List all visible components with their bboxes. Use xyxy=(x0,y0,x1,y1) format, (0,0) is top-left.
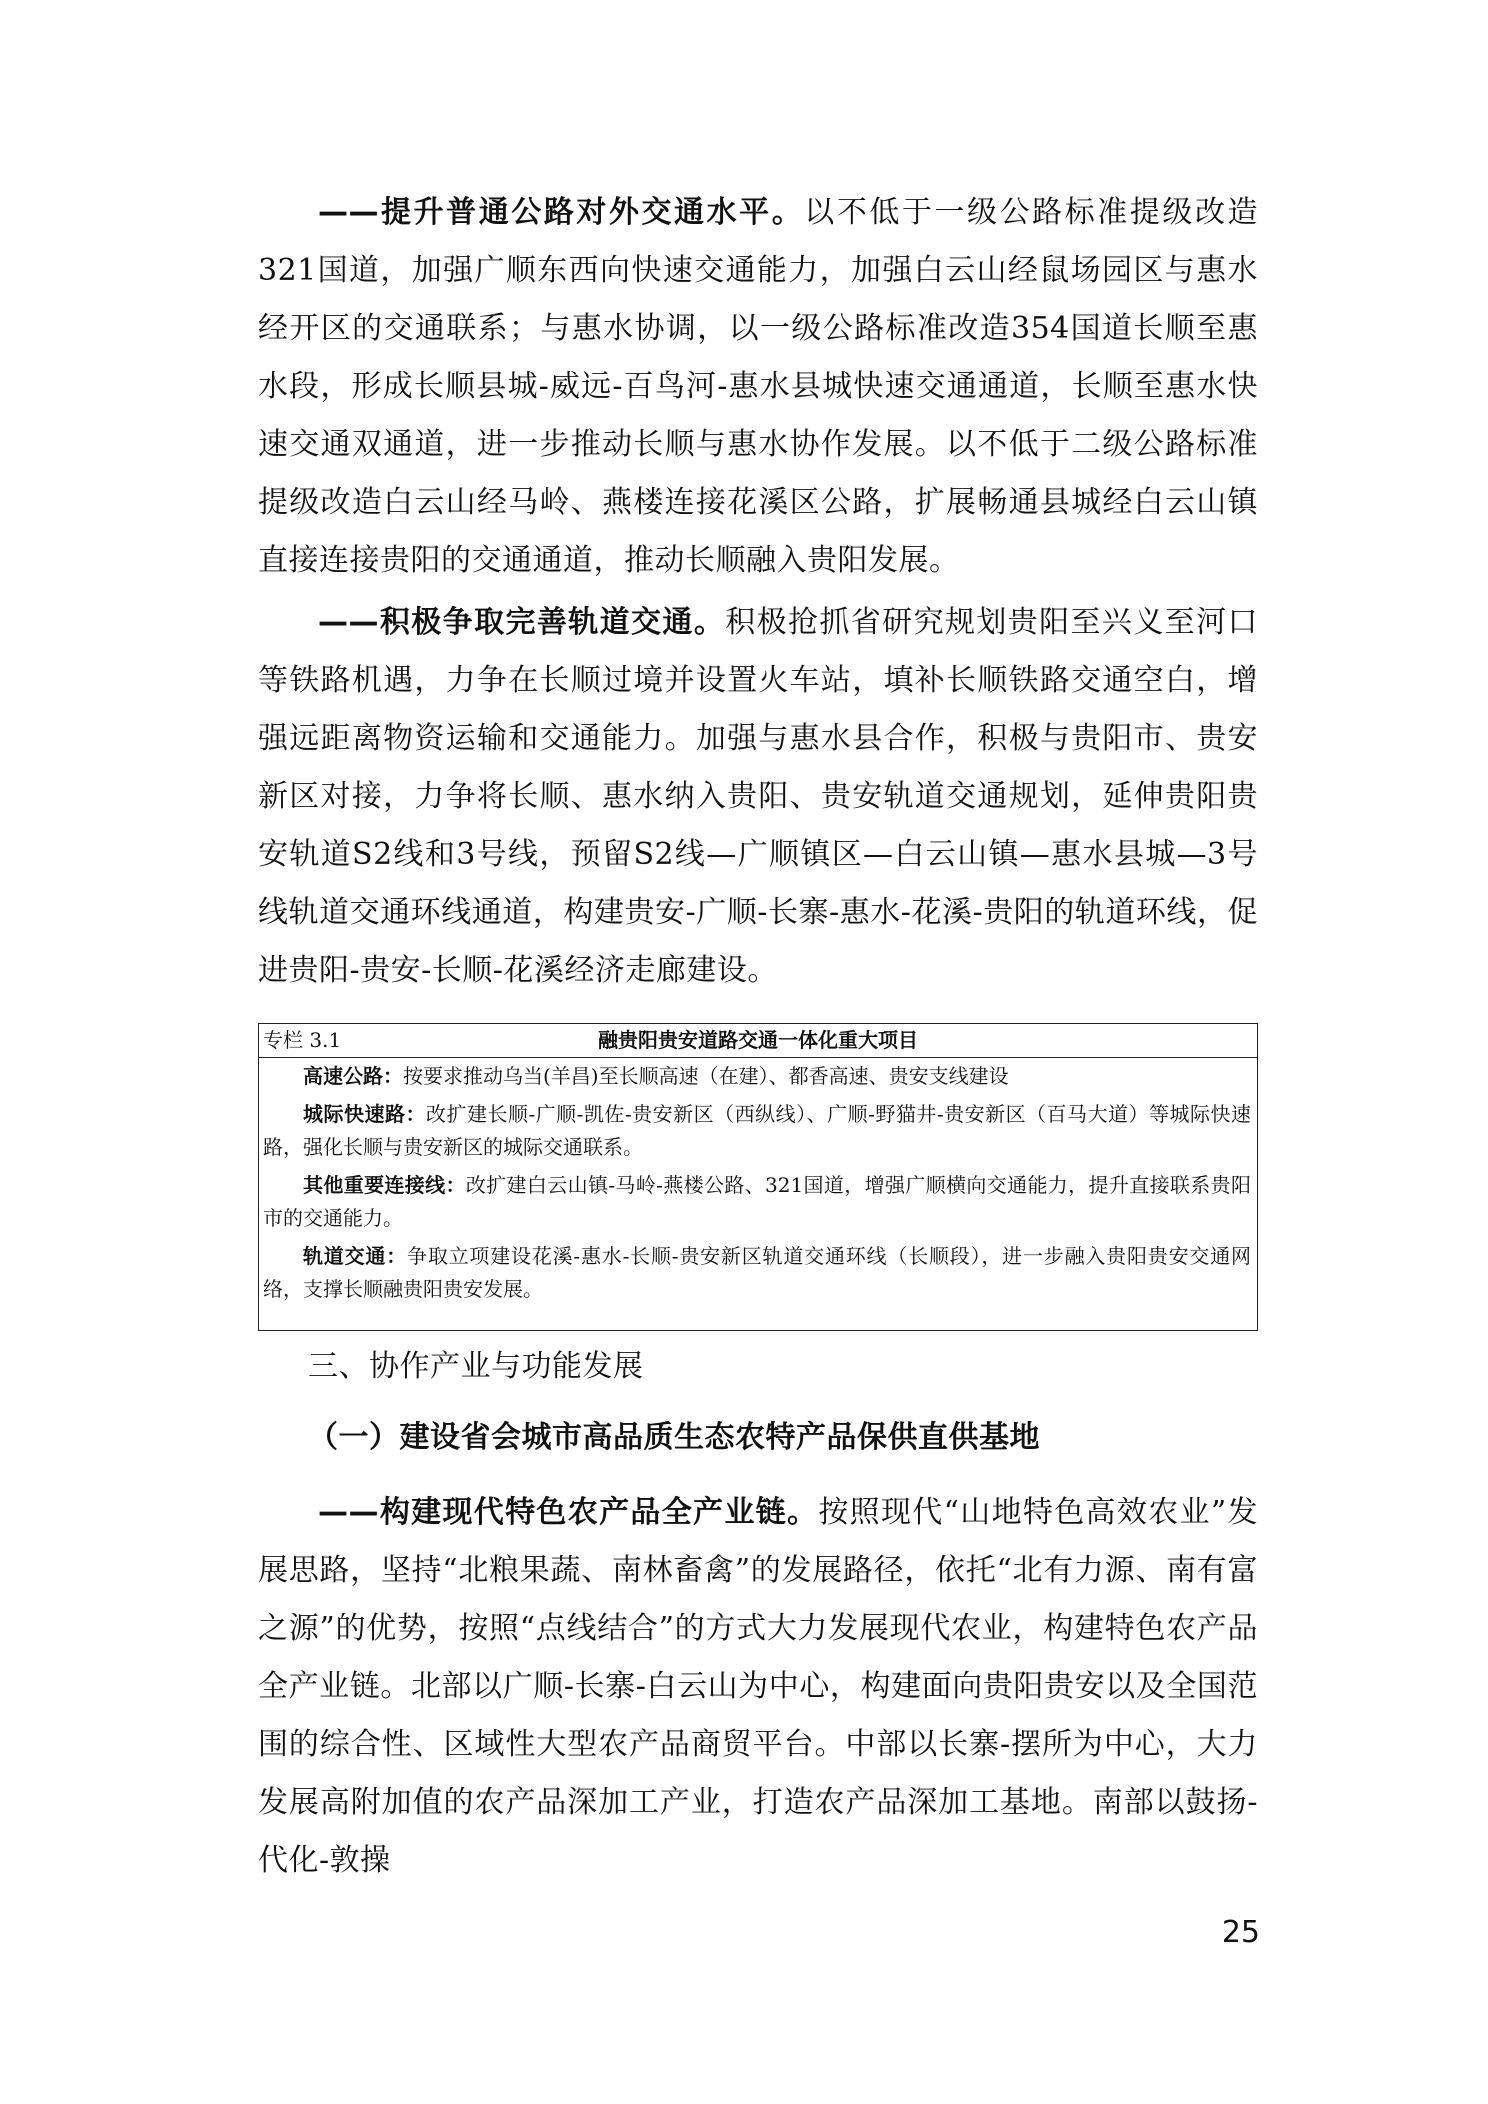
project-item-rail xyxy=(263,1240,1251,1306)
paragraph-lead: ——提升普通公路对外交通水平。 xyxy=(318,195,805,230)
project-item-text: 改扩建长顺-广顺-凯佐-贵安新区（西纵线）、广顺-野猫井-贵安新区（百马大道）等城际快速路，强化长顺与贵安新区的城际交通联系。 xyxy=(263,1102,1251,1159)
page-number: 25 xyxy=(1221,1915,1260,1950)
project-box xyxy=(258,1023,1258,1331)
paragraph-text: 积极抢抓省研究规划贵阳至兴义至河口等铁路机遇，力争在长顺过境并设置火车站，填补长顺铁路交通空白，增强远距离物资运输和交通能力。加强与惠水县合作，积极与贵阳市、贵安新区对接，力争将长顺、惠水纳入贵阳、贵安轨道交通规划，延伸贵阳贵安轨道S2线和3号线，预留S2线—广顺镇区—白云山镇—惠水县城—3号线轨道交通环线通道，构建贵安-广顺-长寨-惠水-花溪-贵阳的轨道环线，促进贵阳-贵安-长顺-花溪经济走廊建设。 xyxy=(258,605,1259,988)
project-item-key: 其他重要连接线： xyxy=(303,1173,466,1197)
paragraph-text: 以不低于一级公路标准提级改造321国道，加强广顺东西向快速交通能力，加强白云山经鼠场园区与惠水经开区的交通联系；与惠水协调，以一级公路标准改造354国道长顺至惠水段，形成长顺县城-威远-百鸟河-惠水县城快速交通通道，长顺至惠水快速交通双通道，进一步推动长顺与惠水协作发展。以不低于二级公路标准提级改造白云山经马岭、燕楼连接花溪区公路，扩展畅通县城经白云山镇直接连接贵阳的交通通道，推动长顺融入贵阳发展。 xyxy=(258,195,1259,578)
project-box-header xyxy=(259,1024,1257,1058)
project-box-body xyxy=(259,1058,1257,1306)
project-item-expressway xyxy=(263,1060,1251,1093)
paragraph-lead: ——构建现代特色农产品全产业链。 xyxy=(318,1495,819,1530)
project-item-key: 轨道交通： xyxy=(303,1244,408,1268)
project-item-text: 改扩建白云山镇-马岭-燕楼公路、321国道，增强广顺横向交通能力，提升直接联系贵阳市的交通能力。 xyxy=(263,1173,1251,1230)
paragraph-text: 按照现代“山地特色高效农业”发展思路，坚持“北粮果蔬、南林畜禽”的发展路径，依托“北有力源、南有富之源”的优势，按照“点线结合”的方式大力发展现代农业，构建特色农产品全产业链。北部以广顺-长寨-白云山为中心，构建面向贵阳贵安以及全国范围的综合性、区域性大型农产品商贸平台。中部以长寨-摆所为中心，大力发展高附加值的农产品深加工产业，打造农产品深加工基地。南部以鼓扬-代化-敦操 xyxy=(258,1495,1258,1878)
project-item-key: 城际快速路： xyxy=(303,1102,426,1126)
paragraph-highway xyxy=(258,184,1258,590)
project-item-connector xyxy=(263,1169,1251,1235)
paragraph-rail xyxy=(258,594,1258,1000)
project-item-text: 争取立项建设花溪-惠水-长顺-贵安新区轨道交通环线（长顺段），进一步融入贵阳贵安交通网络，支撑长顺融贵阳贵安发展。 xyxy=(263,1244,1251,1301)
paragraph-agriculture xyxy=(258,1484,1258,1890)
project-item-text: 按要求推动乌当(羊昌)至长顺高速（在建）、都香高速、贵安支线建设 xyxy=(403,1064,1009,1088)
section-heading: 三、协作产业与功能发展 xyxy=(308,1349,644,1384)
project-box-tag: 专栏 3.1 xyxy=(263,1028,342,1052)
project-box-title: 融贵阳贵安道路交通一体化重大项目 xyxy=(598,1028,918,1052)
project-item-intercity xyxy=(263,1098,1251,1164)
project-item-key: 高速公路： xyxy=(303,1064,403,1088)
subsection-heading: （一）建设省会城市高品质生态农特产品保供直供基地 xyxy=(308,1420,1040,1455)
paragraph-lead: ——积极争取完善轨道交通。 xyxy=(318,605,726,640)
